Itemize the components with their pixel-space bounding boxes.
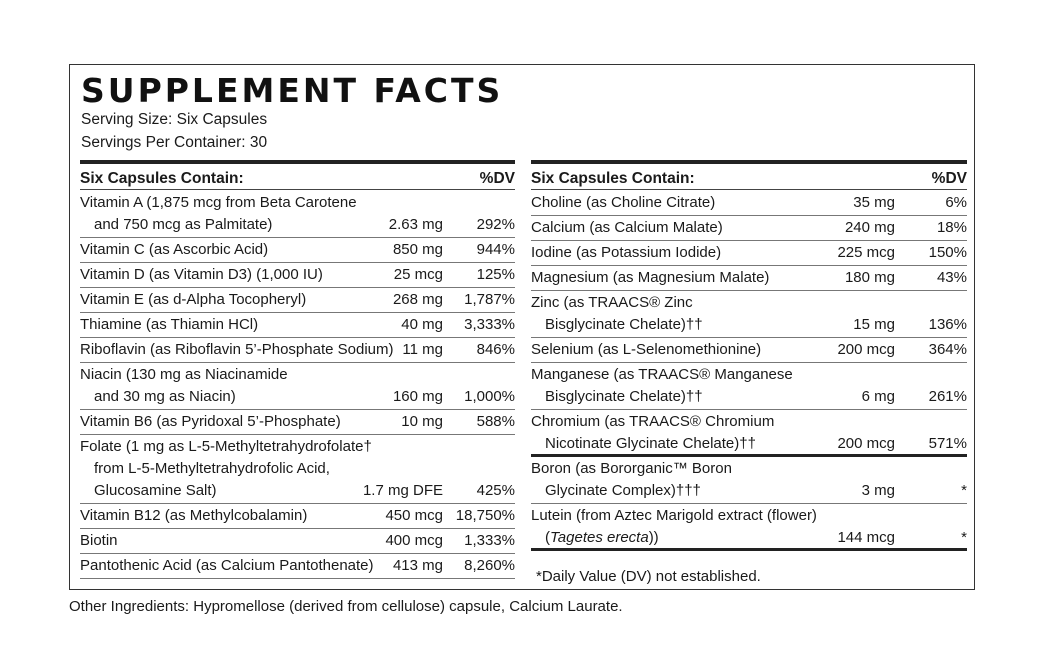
nutrient-row (531, 191, 967, 216)
nutrient-name-line: Nicotinate Glycinate Chelate)†† (545, 435, 756, 452)
nutrient-name-line: Magnesium (as Magnesium Malate) (531, 269, 770, 286)
nutrient-daily-value: 1,787% (464, 291, 515, 308)
nutrient-name (80, 239, 268, 261)
nutrient-name-line: Lutein (from Aztec Marigold extract (flower) (531, 507, 817, 524)
nutrient-name-line: Thiamine (as Thiamin HCl) (80, 316, 259, 333)
nutrient-name-line: Choline (as Choline Citrate) (531, 194, 716, 211)
nutrient-name-line: Glucosamine Salt) (94, 482, 217, 499)
nutrient-name-line: Manganese (as TRAACS® Manganese (531, 366, 793, 383)
nutrient-row (531, 504, 967, 551)
nutrient-name-line: Vitamin B12 (as Methylcobalamin) (80, 507, 308, 524)
nutrient-row (80, 338, 515, 363)
nutrient-amount: 10 mg (401, 413, 443, 430)
nutrient-daily-value: 43% (936, 269, 967, 286)
nutrient-daily-value: 1,333% (464, 532, 515, 549)
nutrient-amount: 413 mg (392, 557, 443, 574)
nutrient-row (80, 410, 515, 435)
nutrient-row (531, 338, 967, 363)
nutrient-name (531, 458, 732, 502)
nutrient-daily-value: * (961, 529, 967, 546)
nutrient-amount: 11 mg (402, 341, 443, 358)
nutrient-name-line: and 750 mcg as Palmitate) (94, 216, 273, 233)
nutrient-row (80, 504, 515, 529)
nutrient-daily-value: 292% (476, 216, 515, 233)
nutrient-amount: 3 mg (861, 482, 895, 499)
nutrient-amount: 850 mg (392, 241, 443, 258)
nutrient-row (80, 435, 515, 504)
nutrient-daily-value: 364% (928, 341, 967, 358)
nutrient-name (80, 264, 323, 286)
nutrient-row (80, 288, 515, 313)
nutrient-name-line: Boron (as Bororganic™ Boron (531, 460, 732, 477)
nutrient-name-line: and 30 mg as Niacin) (94, 388, 236, 405)
right-header-dv: %DV (931, 170, 967, 187)
nutrient-name-line: Glycinate Complex)††† (545, 482, 701, 499)
nutrient-name-line: Vitamin E (as d-Alpha Tocopheryl) (80, 291, 307, 308)
nutrient-amount: 180 mg (844, 269, 895, 286)
nutrient-name (80, 192, 357, 236)
right-header-label: Six Capsules Contain: (531, 170, 695, 187)
nutrient-name-line: Pantothenic Acid (as Calcium Pantothenate) (80, 557, 374, 574)
nutrient-daily-value: 588% (476, 413, 515, 430)
nutrient-amount: 35 mg (853, 194, 895, 211)
nutrient-name-line: Chromium (as TRAACS® Chromium (531, 413, 775, 430)
left-header-label: Six Capsules Contain: (80, 170, 244, 187)
nutrient-amount: 25 mcg (393, 266, 443, 283)
nutrient-daily-value: 18% (936, 219, 967, 236)
nutrient-daily-value: 18,750% (455, 507, 515, 524)
nutrient-daily-value: 425% (476, 482, 515, 499)
nutrient-row (80, 363, 515, 410)
nutrient-name (531, 192, 715, 214)
serving-size: Serving Size: Six Capsules (81, 111, 268, 128)
supplement-facts-panel (69, 64, 975, 590)
nutrient-row (531, 241, 967, 266)
nutrient-name (531, 292, 703, 336)
nutrient-name (531, 217, 723, 239)
nutrient-name-line: Vitamin A (1,875 mcg from Beta Carotene (80, 194, 357, 211)
nutrient-name (531, 242, 721, 264)
left-table-header (80, 160, 515, 190)
nutrient-name (80, 411, 341, 433)
nutrient-name (531, 364, 793, 408)
nutrient-name (80, 436, 372, 502)
nutrient-daily-value: 3,333% (464, 316, 515, 333)
nutrient-amount: 200 mcg (837, 435, 895, 452)
nutrient-row (531, 216, 967, 241)
nutrient-amount: 144 mcg (837, 529, 895, 546)
servings-per-container: Servings Per Container: 30 (81, 134, 268, 151)
nutrient-daily-value: * (961, 482, 967, 499)
nutrient-name (80, 530, 118, 552)
nutrient-daily-value: 150% (928, 244, 967, 261)
nutrient-daily-value: 136% (928, 316, 967, 333)
nutrient-daily-value: 571% (928, 435, 967, 452)
nutrient-name-line: Zinc (as TRAACS® Zinc (531, 294, 693, 311)
nutrient-daily-value: 6% (945, 194, 967, 211)
nutrient-name-line: Vitamin D (as Vitamin D3) (1,000 IU) (80, 266, 323, 283)
nutrient-row (531, 410, 967, 457)
nutrient-amount: 240 mg (844, 219, 895, 236)
nutrient-name (531, 267, 769, 289)
nutrient-amount: 1.7 mg DFE (362, 482, 443, 499)
nutrient-daily-value: 1,000% (464, 388, 515, 405)
panel-title: SUPPLEMENT FACTS (81, 71, 504, 110)
nutrient-row (531, 363, 967, 410)
nutrient-name (80, 505, 307, 527)
nutrient-name-line: Iodine (as Potassium Iodide) (531, 244, 722, 261)
nutrient-row (80, 554, 515, 579)
nutrient-name-line: Riboflavin (as Riboflavin 5’-Phosphate Sodium) (80, 341, 394, 358)
nutrient-row (80, 238, 515, 263)
nutrient-name-line: Niacin (130 mg as Niacinamide (80, 366, 288, 383)
nutrient-daily-value: 8,260% (464, 557, 515, 574)
nutrient-amount: 450 mcg (385, 507, 443, 524)
nutrient-row (80, 263, 515, 288)
nutrient-row (531, 457, 967, 504)
nutrient-daily-value: 944% (476, 241, 515, 258)
nutrient-amount: 225 mcg (837, 244, 895, 261)
nutrient-row (80, 313, 515, 338)
left-header-dv: %DV (479, 170, 515, 187)
nutrient-amount: 160 mg (392, 388, 443, 405)
nutrient-amount: 400 mcg (385, 532, 443, 549)
nutrient-name-line: from L-5-Methyltetrahydrofolic Acid, (94, 460, 330, 477)
nutrient-name-line: (Tagetes erecta)) (545, 529, 659, 546)
nutrient-row (80, 191, 515, 238)
nutrient-name-line: Biotin (80, 532, 118, 549)
nutrient-name (80, 289, 306, 311)
nutrient-name (531, 411, 774, 455)
nutrient-amount: 200 mcg (837, 341, 895, 358)
nutrient-name-line: Bisglycinate Chelate)†† (545, 316, 703, 333)
nutrient-name-line: Calcium (as Calcium Malate) (531, 219, 723, 236)
nutrient-row (80, 529, 515, 554)
right-table-header (531, 160, 967, 190)
nutrient-name-line: Bisglycinate Chelate)†† (545, 388, 703, 405)
nutrient-name-line: Vitamin B6 (as Pyridoxal 5’-Phosphate) (80, 413, 341, 430)
nutrient-name-line: Folate (1 mg as L-5-Methyltetrahydrofolate† (80, 438, 372, 455)
nutrient-amount: 6 mg (861, 388, 895, 405)
nutrient-row (531, 266, 967, 291)
nutrient-name (80, 555, 374, 577)
nutrient-daily-value: 125% (476, 266, 515, 283)
nutrient-daily-value: 261% (928, 388, 967, 405)
nutrient-amount: 2.63 mg (388, 216, 443, 233)
dv-footnote: *Daily Value (DV) not established. (536, 568, 761, 585)
other-ingredients: Other Ingredients: Hypromellose (derived from cellulose) capsule, Calcium Laurate. (69, 598, 623, 615)
nutrient-amount: 15 mg (853, 316, 895, 333)
nutrient-name-line: Selenium (as L-Selenomethionine) (531, 341, 762, 358)
nutrient-name (80, 314, 258, 336)
nutrient-row (531, 291, 967, 338)
nutrient-name-line: Vitamin C (as Ascorbic Acid) (80, 241, 269, 258)
nutrient-amount: 268 mg (392, 291, 443, 308)
nutrient-amount: 40 mg (401, 316, 443, 333)
nutrient-name (531, 505, 817, 549)
nutrient-daily-value: 846% (476, 341, 515, 358)
nutrient-name (531, 339, 761, 361)
nutrient-name (80, 364, 288, 408)
nutrient-name (80, 339, 394, 361)
